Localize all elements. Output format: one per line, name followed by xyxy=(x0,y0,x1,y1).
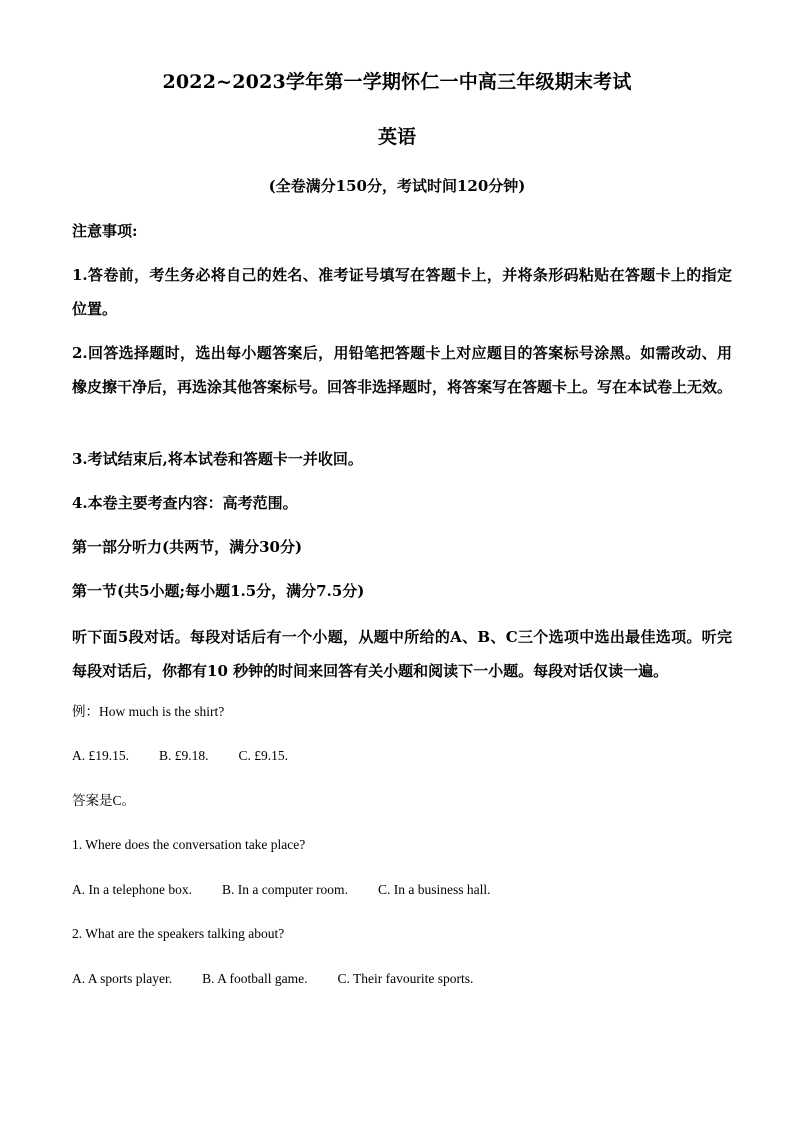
question-1-option-a: A. In a telephone box. xyxy=(72,882,192,897)
question-1-option-c: C. In a business hall. xyxy=(377,882,491,897)
question-1-stem: 1. Where does the conversation take place? xyxy=(72,837,306,852)
example-option-c: C. £9.15. xyxy=(238,748,289,763)
question-1-options xyxy=(72,879,732,901)
notice-item-2: 2.回答选择题时，选出每小题答案后，用铅笔把答题卡上对应题目的答案标号涂黑。如需改动、用橡皮擦干净后，再选涂其他答案标号。回答非选择题时，将答案写在答题卡上。写在本试卷上无效。 xyxy=(72,344,733,396)
question-2-option-c: C. Their favourite sports. xyxy=(337,971,474,986)
question-2-options xyxy=(72,968,732,990)
notice-item-1: 1.答卷前，考生务必将自己的姓名、准考证号填写在答题卡上，并将条形码粘贴在答题卡上的指定位置。 xyxy=(72,266,732,318)
part1-heading: 第一部分听力(共两节，满分30分) xyxy=(72,538,303,556)
question-1-option-b: B. In a computer room. xyxy=(221,882,348,897)
question-2-option-a: A. A sports player. xyxy=(72,971,173,986)
example-question: 例：How much is the shirt? xyxy=(72,704,225,719)
example-option-a: A. £19.15. xyxy=(72,748,129,763)
example-options xyxy=(72,745,732,767)
exam-title: 2022~2023学年第一学期怀仁一中高三年级期末考试 xyxy=(162,71,632,93)
question-2-option-b: B. A football game. xyxy=(202,971,308,986)
notice-item-3: 3.考试结束后,将本试卷和答题卡一并收回。 xyxy=(72,450,363,468)
example-answer: 答案是C。 xyxy=(72,793,136,808)
example-option-b: B. £9.18. xyxy=(159,748,209,763)
listening-instructions: 听下面5段对话。每段对话后有一个小题，从题中所给的A、B、C三个选项中选出最佳选项。听完每段对话后，你都有10 秒钟的时间来回答有关小题和阅读下一小题。每段对话仅读一遍。 xyxy=(72,628,732,680)
subject-title: 英语 xyxy=(377,126,416,148)
notice-heading: 注意事项: xyxy=(72,222,138,240)
exam-subtitle: (全卷满分150分，考试时间120分钟) xyxy=(268,177,526,195)
section1-heading: 第一节(共5小题;每小题1.5分，满分7.5分) xyxy=(72,582,365,600)
notice-item-4: 4.本卷主要考查内容：高考范围。 xyxy=(72,494,298,512)
question-2-stem: 2. What are the speakers talking about? xyxy=(72,926,285,941)
